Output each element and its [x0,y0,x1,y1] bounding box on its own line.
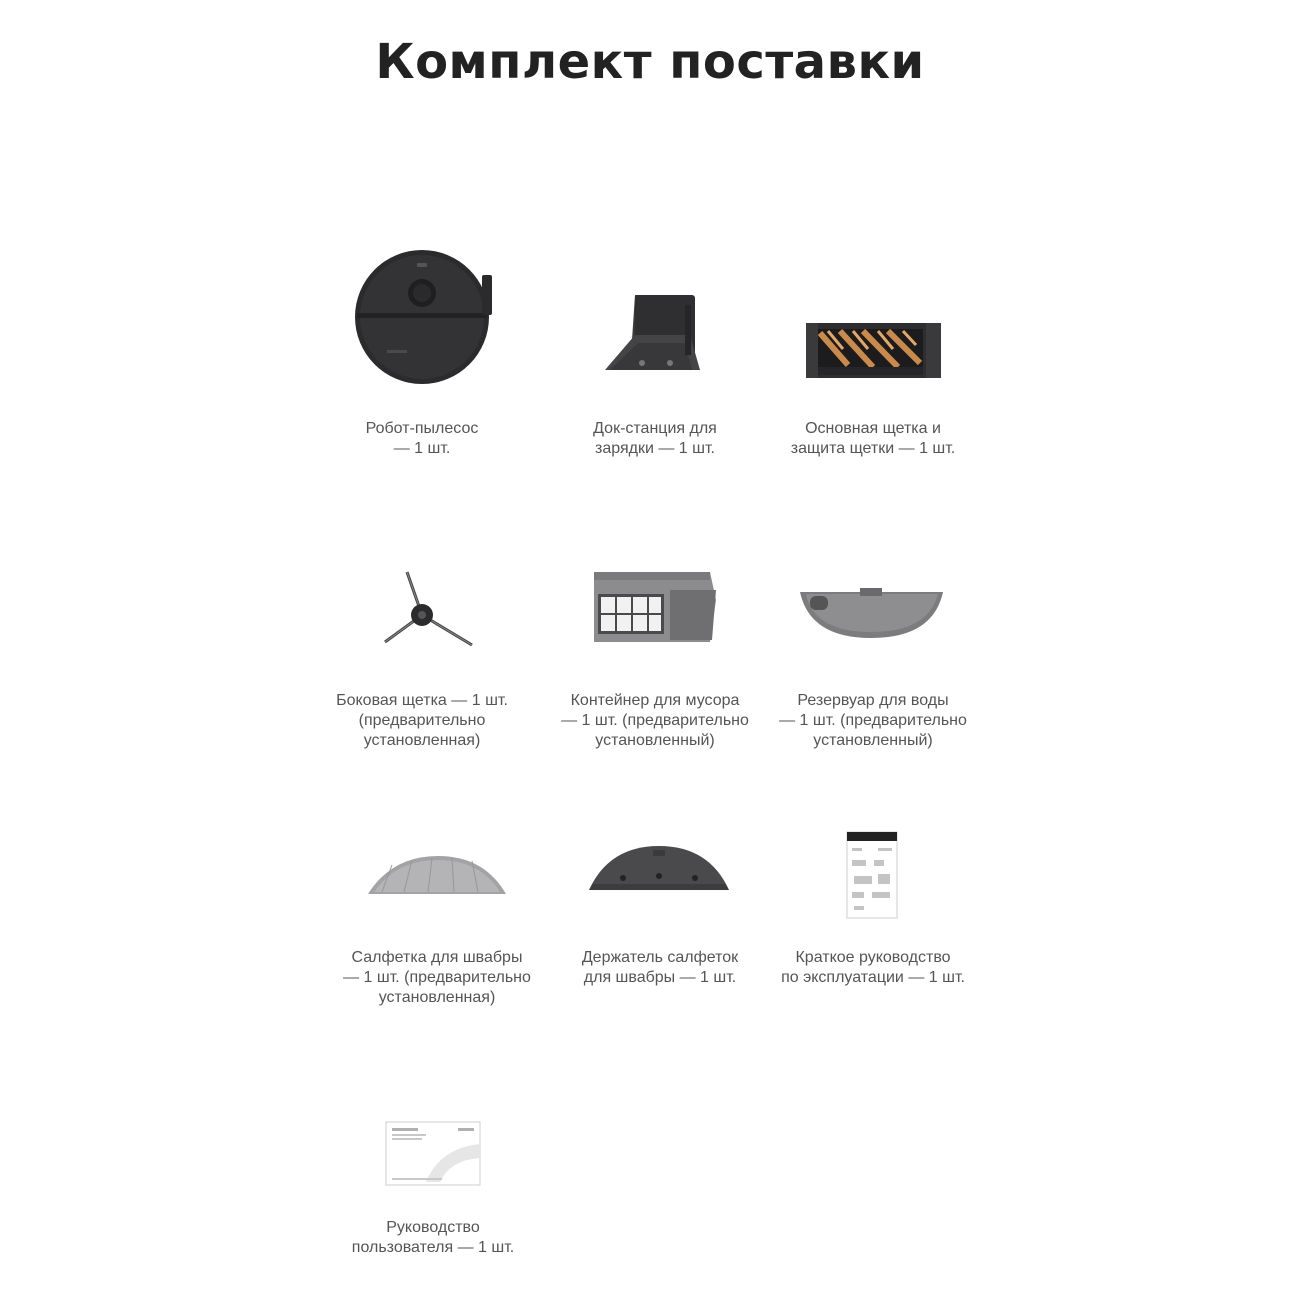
item-caption: Салфетка для швабры — 1 шт. (предварительно установленная) [343,949,531,1006]
item-caption: Боковая щетка — 1 шт. (предварительно установленная) [336,692,508,749]
item-caption: Руководство пользователя — 1 шт. [351,1219,515,1256]
item-caption: Резервуар для воды — 1 шт. (предварительно установленный) [779,692,967,749]
robot-vacuum-icon [297,245,547,405]
item-caption: Док-станция для зарядки — 1 шт. [593,420,717,457]
item-caption: Контейнер для мусора — 1 шт. (предварительно установленный) [561,692,749,749]
item-caption: Основная щетка и защита щетки — 1 шт. [790,420,956,457]
item-caption: Краткое руководство по эксплуатации — 1 шт. [781,949,965,986]
item-caption: Робот-пылесос — 1 шт. [365,420,479,457]
charging-dock-icon [530,245,780,405]
item-caption: Держатель салфеток для швабры — 1 шт. [581,949,739,986]
main-brush-icon [748,245,998,405]
page-title: Комплект поставки [375,34,925,90]
